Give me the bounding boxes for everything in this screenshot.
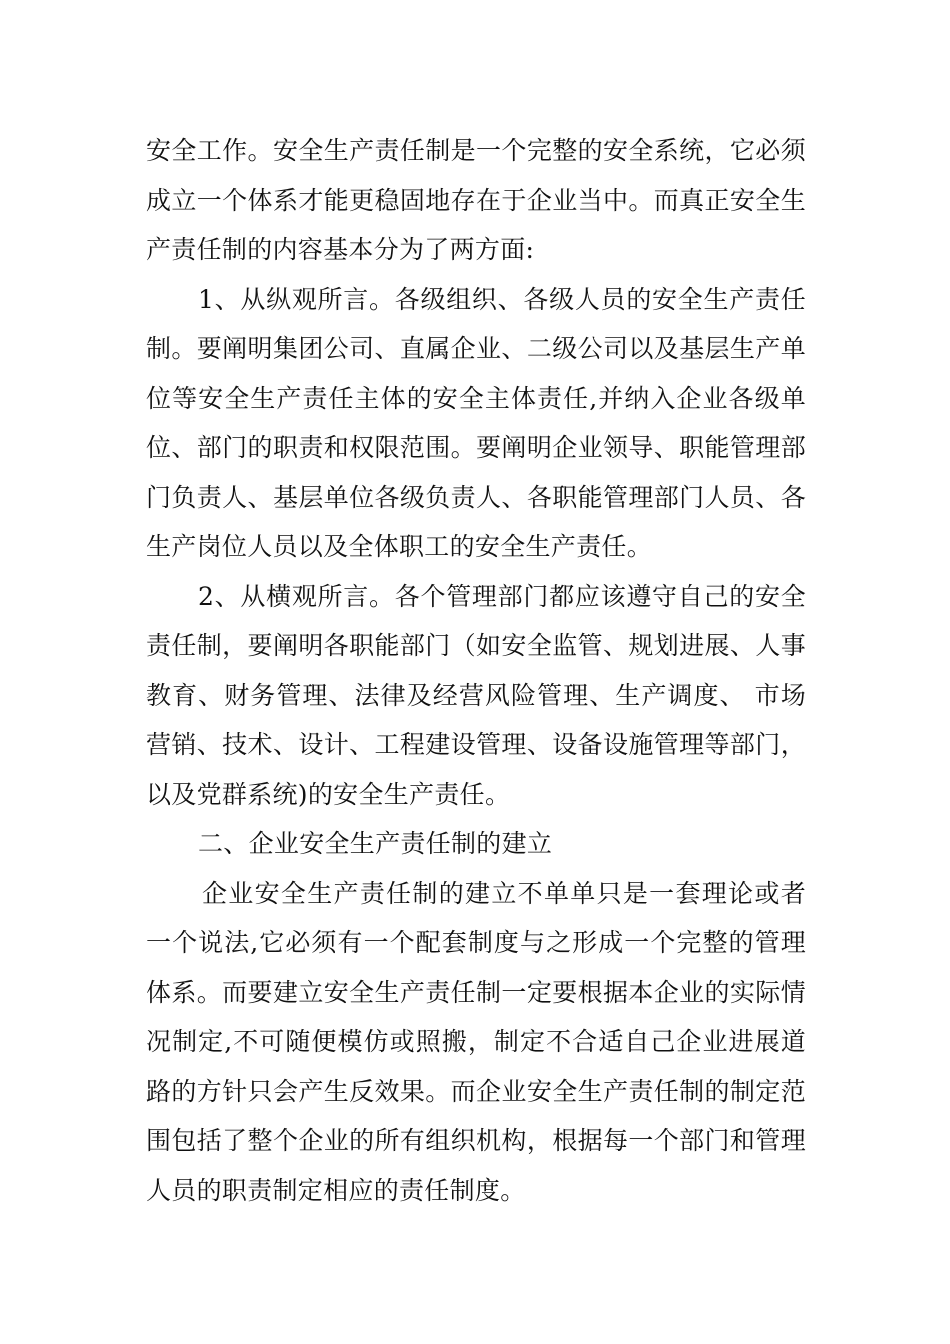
paragraph-item-vertical: 1、从纵观所言。各级组织、各级人员的安全生产责任制。要阐明集团公司、直属企业、二级公司以及基层生产单位等安全生产责任主体的安全主体责任,并纳入企业各级单位、部门的职责和权限范围。要阐明企业领导、职能管理部门负责人、基层单位各级负责人、各职能管理部门人员、各生产岗位人员以及全体职工的安全生产责任。 — [146, 284, 806, 561]
paragraph-continuation: 安全工作。安全生产责任制是一个完整的安全系统，它必须成立一个体系才能更稳固地存在于企业当中。而真正安全生产责任制的内容基本分为了两方面: — [146, 136, 806, 264]
section-heading: 二、企业安全生产责任制的建立 — [198, 829, 553, 858]
document-body — [146, 126, 806, 1215]
paragraph-item-horizontal: 2、从横观所言。各个管理部门都应该遵守自己的安全责任制，要阐明各职能部门（如安全监管、规划进展、人事教育、财务管理、法律及经营风险管理、生产调度、 市场营销、技术、设计、工程建设管理、设备设施管理等部门，以及党群系统)的安全生产责任。 — [146, 581, 806, 809]
paragraph-body: 企业安全生产责任制的建立不单单只是一套理论或者一个说法,它必须有一个配套制度与之形成一个完整的管理体系。而要建立安全生产责任制一定要根据本企业的实际情况制定,不可随便模仿或照搬，制定不合适自己企业进展道路的方针只会产生反效果。而企业安全生产责任制的制定范围包括了整个企业的所有组织机构，根据每一个部门和管理人员的职责制定相应的责任制度。 — [146, 878, 806, 1205]
